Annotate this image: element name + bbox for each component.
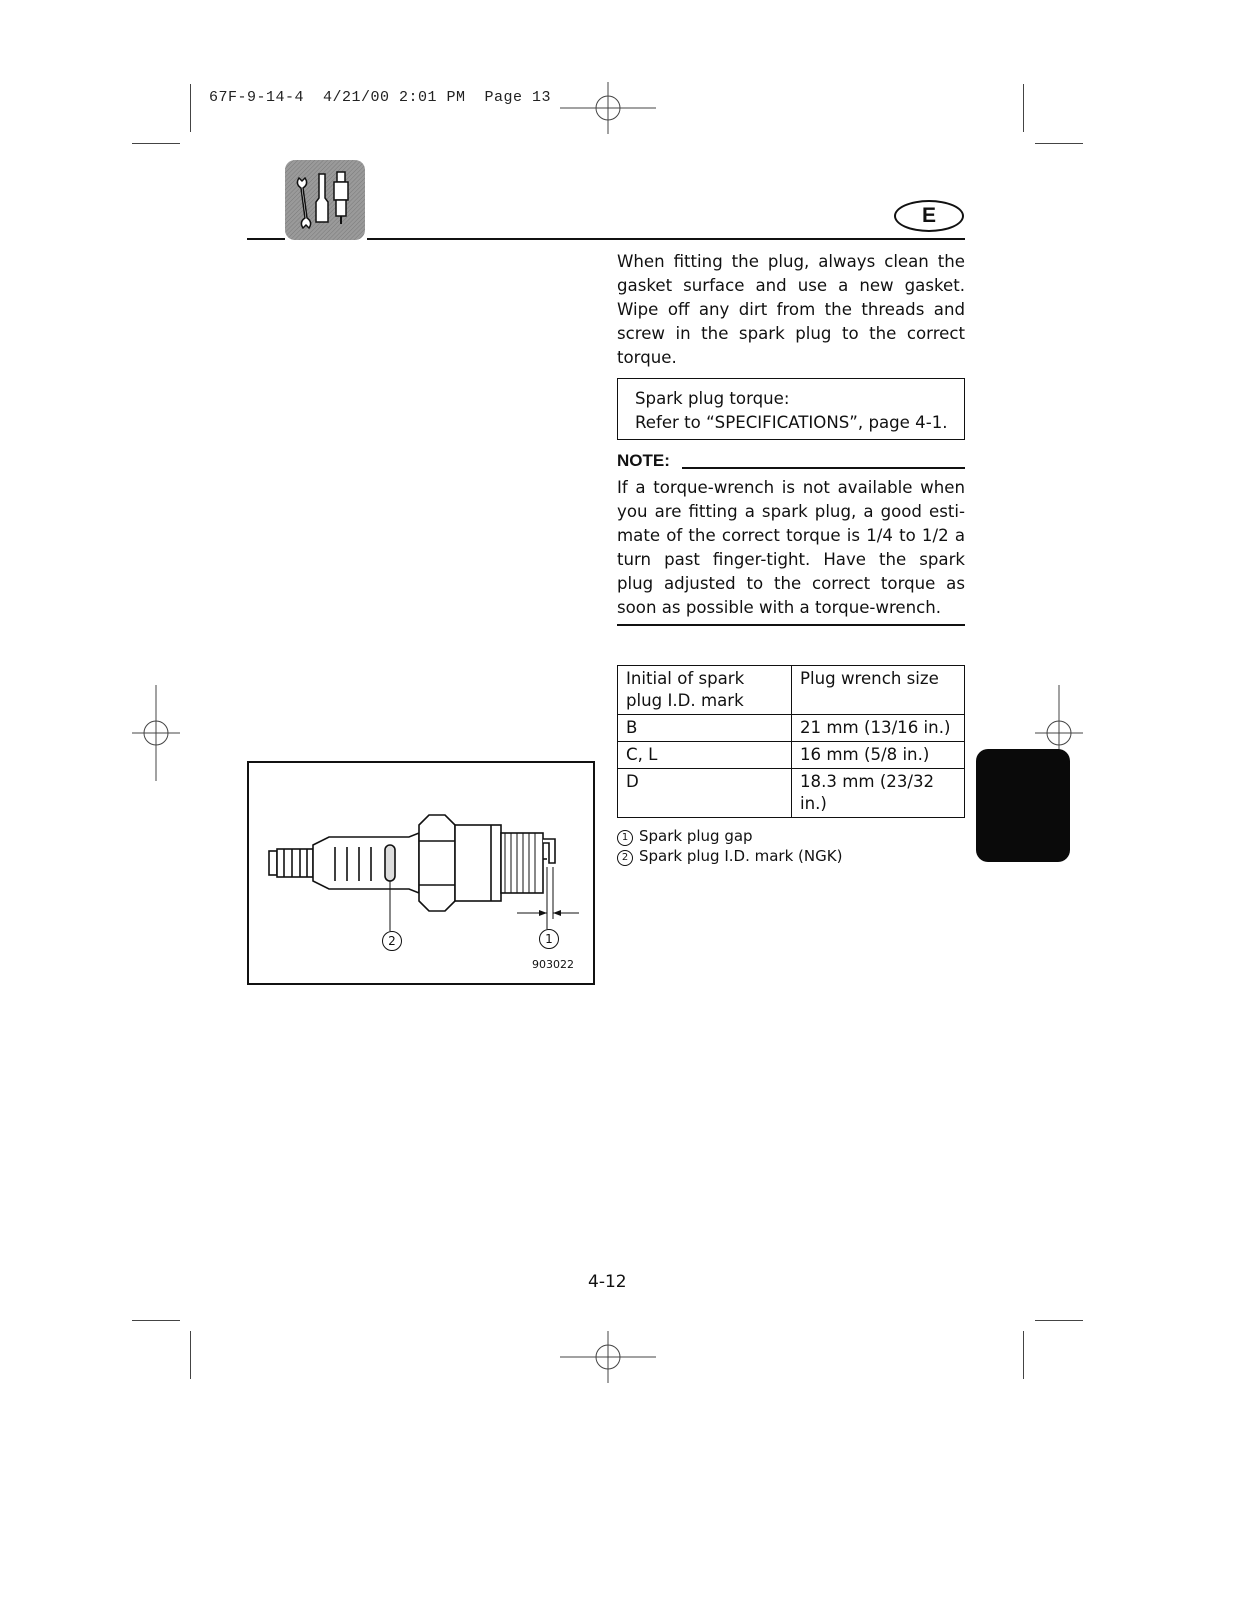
torque-spec-box <box>617 378 965 440</box>
table-row <box>618 715 965 742</box>
note-heading: NOTE: <box>617 451 670 470</box>
note-text: If a torque-wrench is not available when you are fitting a spark plug, a good esti-mate of the correct torque is 1/4 to 1/2 a turn past finger-tight. Have the spark plug adjusted to the correct torque as soon as possible with a torque-wrench. <box>617 478 965 617</box>
registration-mark-left <box>132 685 180 781</box>
table-cell: B <box>618 715 792 742</box>
legend-text: Spark plug gap <box>639 827 753 845</box>
table-cell: D <box>618 769 792 818</box>
legend-number: 1 <box>617 830 633 846</box>
legend-number: 2 <box>617 850 633 866</box>
table-header-row <box>618 666 965 715</box>
figure-callout-2: 2 <box>382 931 402 951</box>
note-end-rule <box>617 624 965 626</box>
table-cell: C, L <box>618 742 792 769</box>
spark-plug-illustration <box>249 763 593 983</box>
legend-item <box>617 846 842 866</box>
header-rule-right <box>367 238 965 240</box>
tools-icon <box>285 160 365 240</box>
table-cell: 18.3 mm (23/32 in.) <box>792 769 965 818</box>
fitting-paragraph: When fitting the plug, always clean the gasket surface and use a new gasket. Wipe off any dirt from the threads and screw in the spark plug to the correct torque. <box>617 252 965 367</box>
table-header-wrench-size: Plug wrench size <box>792 666 965 715</box>
chapter-side-tab <box>976 749 1070 862</box>
registration-mark-top <box>560 82 656 134</box>
figure-code: 903022 <box>532 958 574 971</box>
table-row <box>618 742 965 769</box>
plug-wrench-table <box>617 665 965 818</box>
page-number: 4-12 <box>588 1272 627 1292</box>
registration-mark-bottom <box>560 1331 656 1383</box>
figure-legend <box>617 826 842 866</box>
table-cell: 21 mm (13/16 in.) <box>792 715 965 742</box>
header-rule-left <box>247 238 285 240</box>
print-slug: 67F-9-14-4 4/21/00 2:01 PM Page 13 <box>209 89 552 106</box>
language-badge: E <box>894 200 964 232</box>
torque-spec-title: Spark plug torque: <box>635 389 790 408</box>
legend-text: Spark plug I.D. mark (NGK) <box>639 847 843 865</box>
legend-item <box>617 826 842 846</box>
table-header-id-mark: Initial of spark plug I.D. mark <box>618 666 792 715</box>
spark-plug-figure <box>247 761 595 985</box>
table-row <box>618 769 965 818</box>
figure-callout-1: 1 <box>539 929 559 949</box>
torque-spec-reference: Refer to “SPECIFICATIONS”, page 4-1. <box>635 413 948 432</box>
note-heading-rule <box>682 467 965 469</box>
table-cell: 16 mm (5/8 in.) <box>792 742 965 769</box>
